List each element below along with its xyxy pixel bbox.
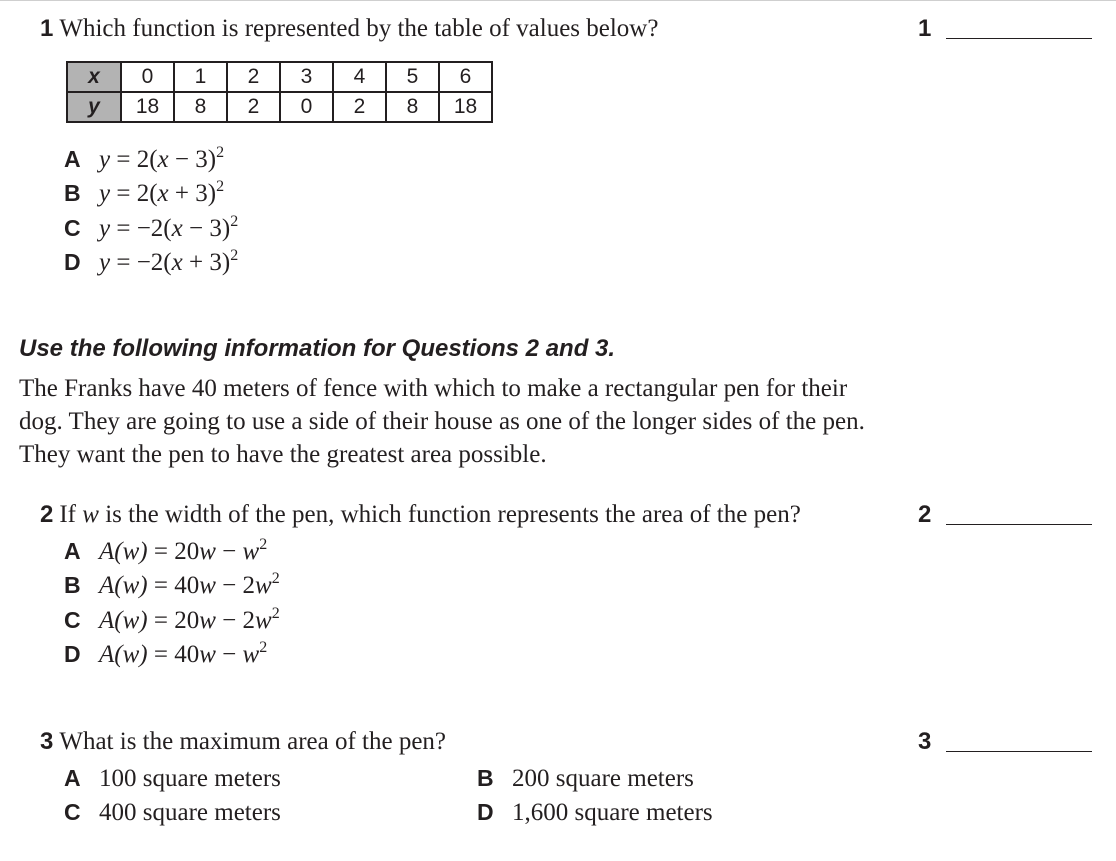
- choice-text: 200 square meters: [512, 765, 694, 792]
- choice-letter: C: [64, 799, 81, 825]
- math-var: y: [99, 180, 111, 207]
- table-cell: 8: [386, 92, 439, 122]
- math-exponent: 2: [259, 536, 268, 553]
- table-cell: 2: [227, 92, 280, 122]
- math-var: x: [171, 249, 183, 276]
- question-1-text: Which function is represented by the table of values below?: [59, 15, 659, 42]
- table-cell: 18: [439, 92, 492, 122]
- answer-line-2[interactable]: [946, 524, 1092, 525]
- choice-letter: B: [477, 765, 494, 791]
- math-var: w: [199, 572, 216, 599]
- table-header-x: x: [67, 62, 121, 92]
- math-text: −: [215, 538, 243, 565]
- math-text: 40: [174, 641, 200, 668]
- q3-choice-b[interactable]: [477, 762, 694, 795]
- math-var: x: [171, 215, 183, 242]
- answer-blank-2[interactable]: [918, 500, 1092, 530]
- math-text: 20: [174, 607, 200, 634]
- table-cell: 0: [280, 92, 333, 122]
- math-function: A(w): [99, 538, 148, 565]
- answer-blank-1-number: 1: [918, 15, 932, 42]
- math-exponent: 2: [216, 178, 225, 195]
- table-row-y: [67, 92, 492, 122]
- math-function: A(w): [99, 607, 148, 634]
- math-text: = 2(: [110, 146, 158, 173]
- table-row-x: [67, 62, 492, 92]
- question-2-prompt: [40, 500, 801, 530]
- answer-blank-1[interactable]: [918, 14, 1092, 44]
- q1-choice-c[interactable]: [64, 212, 238, 248]
- question-3-prompt: [40, 727, 446, 757]
- math-var: w: [242, 538, 260, 565]
- q3-choice-d[interactable]: [477, 796, 713, 829]
- math-text: + 3): [168, 180, 217, 207]
- math-var: w: [242, 641, 260, 668]
- math-exponent: 2: [230, 247, 239, 264]
- choice-letter: A: [64, 146, 81, 172]
- math-text: = −2(: [110, 215, 172, 242]
- table-cell: 4: [333, 62, 386, 92]
- math-exponent: 2: [230, 213, 239, 230]
- table-cell: 18: [121, 92, 174, 122]
- choice-letter: C: [64, 607, 81, 633]
- choice-letter: D: [64, 249, 81, 275]
- choice-letter: C: [64, 215, 81, 241]
- q2-choice-a[interactable]: [64, 535, 267, 571]
- choice-letter: A: [64, 538, 81, 564]
- math-exponent: 2: [271, 605, 280, 622]
- math-text: −: [215, 641, 243, 668]
- math-text: − 3): [182, 215, 231, 242]
- math-function: A(w): [99, 572, 148, 599]
- question-1-number: 1: [40, 15, 54, 42]
- q2-choice-c[interactable]: [64, 604, 280, 640]
- math-text: =: [147, 572, 175, 599]
- math-text: 40: [174, 572, 200, 599]
- math-text: −: [215, 572, 243, 599]
- question-2-number: 2: [40, 501, 54, 528]
- answer-blank-3-number: 3: [918, 728, 932, 755]
- top-divider: [0, 0, 1116, 1]
- answer-line-1[interactable]: [946, 38, 1092, 39]
- table-cell: 3: [280, 62, 333, 92]
- question-3-number: 3: [40, 728, 54, 755]
- math-text: 20: [174, 538, 200, 565]
- answer-line-3[interactable]: [946, 751, 1092, 752]
- math-var: y: [99, 249, 111, 276]
- math-var: y: [99, 146, 111, 173]
- answer-blank-3[interactable]: [918, 727, 1092, 757]
- math-exponent: 2: [271, 570, 280, 587]
- choice-text: 1,600 square meters: [512, 799, 713, 826]
- math-text: 2: [242, 607, 256, 634]
- math-var: y: [99, 215, 111, 242]
- q1-choice-a[interactable]: [64, 143, 224, 179]
- q3-choice-a[interactable]: [64, 762, 281, 795]
- math-var: x: [157, 146, 169, 173]
- choice-letter: D: [477, 799, 494, 825]
- math-var: w: [255, 607, 272, 634]
- info-paragraph: The Franks have 40 meters of fence with which to make a rectangular pen for their dog. They are going to use a side of their house as one of the longer sides of the pen. They want the pen to have the greatest area possible.: [19, 375, 865, 468]
- math-text: 2: [242, 572, 256, 599]
- q2-choice-b[interactable]: [64, 569, 280, 605]
- table-cell: 8: [174, 92, 227, 122]
- q3-choice-c[interactable]: [64, 796, 281, 829]
- answer-blank-2-number: 2: [918, 501, 932, 528]
- math-text: =: [147, 641, 175, 668]
- choice-letter: D: [64, 641, 81, 667]
- question-2-text: is the width of the pen, which function represents the area of the pen?: [98, 501, 801, 528]
- question-3-text: What is the maximum area of the pen?: [59, 728, 447, 755]
- table-cell: 5: [386, 62, 439, 92]
- q1-choice-b[interactable]: [64, 177, 224, 213]
- question-1-prompt: [40, 14, 658, 44]
- math-var: w: [82, 501, 99, 528]
- math-text: =: [147, 607, 175, 634]
- math-var: w: [199, 538, 216, 565]
- table-cell: 0: [121, 62, 174, 92]
- math-text: = 2(: [110, 180, 158, 207]
- q1-choice-d[interactable]: [64, 246, 238, 282]
- math-exponent: 2: [259, 639, 268, 656]
- info-heading: Use the following information for Questions 2 and 3.: [19, 335, 616, 362]
- choice-text: 400 square meters: [99, 799, 281, 826]
- math-text: + 3): [182, 249, 231, 276]
- table-cell: 1: [174, 62, 227, 92]
- choice-letter: A: [64, 765, 81, 791]
- values-table: [66, 61, 493, 123]
- question-2-text: If: [59, 501, 83, 528]
- math-text: − 3): [168, 146, 217, 173]
- choice-letter: B: [64, 180, 81, 206]
- math-text: = −2(: [110, 249, 172, 276]
- math-var: w: [255, 572, 272, 599]
- choice-letter: B: [64, 572, 81, 598]
- math-text: −: [215, 607, 243, 634]
- math-function: A(w): [99, 641, 148, 668]
- table-cell: 6: [439, 62, 492, 92]
- math-text: =: [147, 538, 175, 565]
- math-var: x: [157, 180, 169, 207]
- table-cell: 2: [333, 92, 386, 122]
- choice-text: 100 square meters: [99, 765, 281, 792]
- math-var: w: [199, 641, 216, 668]
- table-cell: 2: [227, 62, 280, 92]
- table-header-y: y: [67, 92, 121, 122]
- math-exponent: 2: [216, 144, 225, 161]
- q2-choice-d[interactable]: [64, 638, 267, 674]
- math-var: w: [199, 607, 216, 634]
